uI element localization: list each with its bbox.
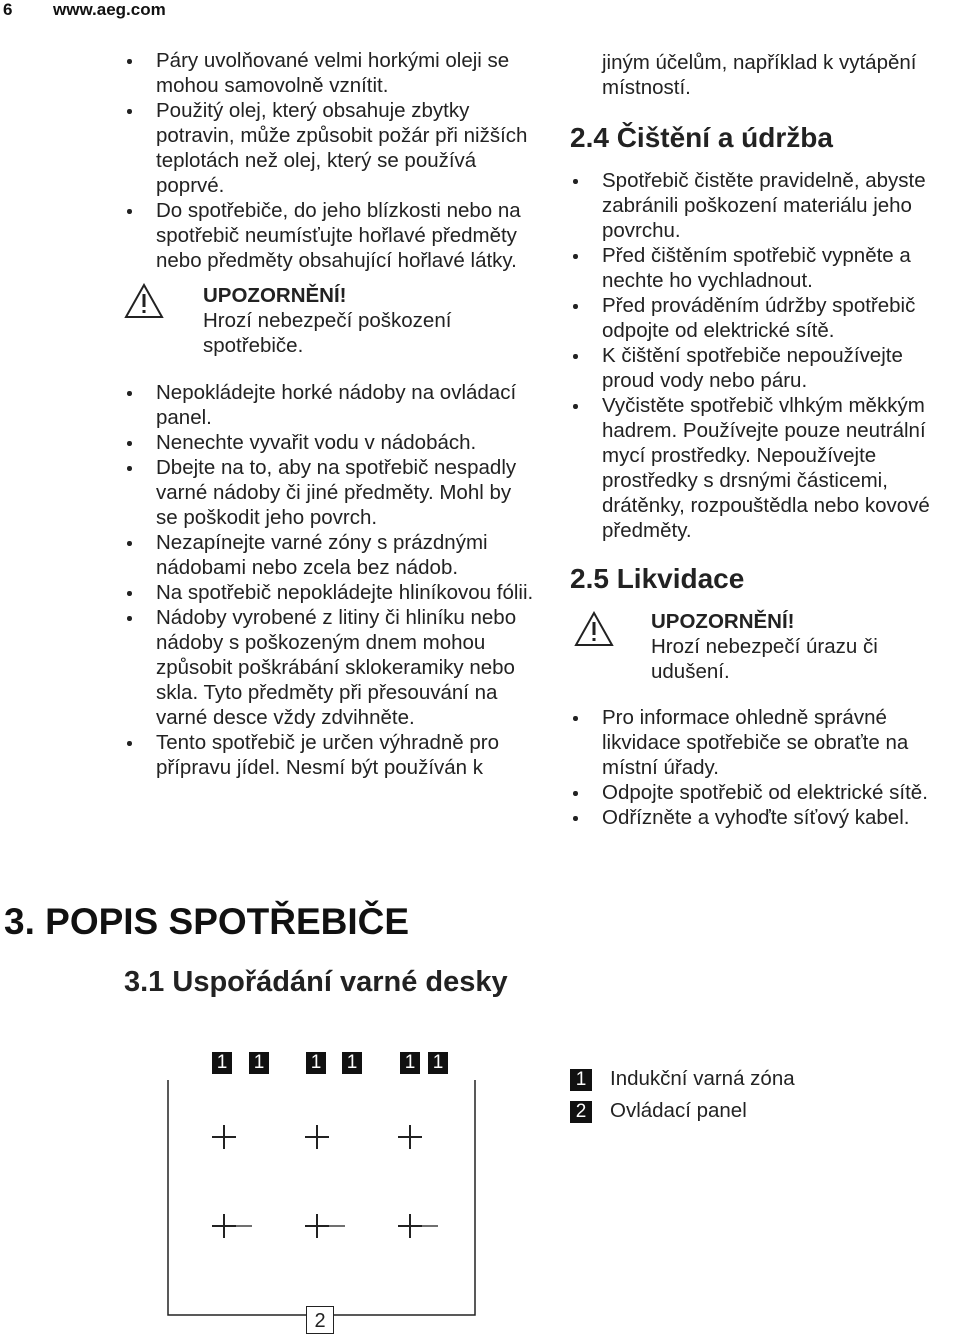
- zone-marker: 1: [342, 1052, 362, 1074]
- zone-plus-icon: [398, 1125, 422, 1149]
- panel-marker: 2: [306, 1306, 334, 1334]
- list-item: Nepokládejte horké nádoby na ovládací panel.: [124, 380, 534, 430]
- list-item: Na spotřebič nepokládejte hliníkovou fólii.: [124, 580, 534, 605]
- list-item: Nezapínejte varné zóny s prázdnými nádobami nebo zcela bez nádob.: [124, 530, 534, 580]
- continuation-text: jiným účelům, například k vytápění místností.: [602, 51, 917, 99]
- zone-marker: 1: [212, 1052, 232, 1074]
- list-item: Do spotřebiče, do jeho blízkosti nebo na spotřebič neumísťujte hořlavé předměty nebo předměty obsahující hořlavé látky.: [124, 198, 534, 273]
- list-item: Před čištěním spotřebič vypněte a nechte ho vychladnout.: [570, 243, 960, 293]
- bullet-list-cleaning: [570, 168, 960, 543]
- legend-marker: 2: [570, 1101, 592, 1123]
- list-item: Nádoby vyrobené z litiny či hliníku nebo nádoby s poškozeným dnem mohou způsobit poškrábání sklokeramiky nebo skla. Tyto předměty při přesouvání na varné desce vždy zdvihněte.: [124, 605, 534, 730]
- list-item: K čištění spotřebiče nepoužívejte proud vody nebo páru.: [570, 343, 960, 393]
- chapter-title: 3. POPIS SPOTŘEBIČE: [4, 901, 410, 942]
- hob-diagram: [160, 1050, 490, 1334]
- warning-triangle-icon: [124, 283, 164, 319]
- section-title-3-1: 3.1 Uspořádání varné desky: [124, 966, 508, 998]
- list-item: Tento spotřebič je určen výhradně pro přípravu jídel. Nesmí být používán k: [124, 730, 534, 780]
- legend-label: Indukční varná zóna: [610, 1067, 795, 1090]
- zone-plus-icon: [305, 1214, 329, 1238]
- list-item: Odřízněte a vyhoďte síťový kabel.: [570, 805, 960, 830]
- list-item: Pro informace ohledně správné likvidace spotřebiče se obraťte na místní úřady.: [570, 705, 960, 780]
- right-column: [570, 50, 960, 830]
- list-item: Nenechte vyvařit vodu v nádobách.: [124, 430, 534, 455]
- site-url[interactable]: www.aeg.com: [53, 0, 166, 19]
- zone-plus-icon: [212, 1214, 236, 1238]
- list-item: Před prováděním údržby spotřebič odpojte od elektrické sítě.: [570, 293, 960, 343]
- page-number: 6: [3, 0, 13, 19]
- bullet-list-a: [124, 48, 534, 273]
- zone-marker: 1: [428, 1052, 448, 1074]
- warning-text: Hrozí nebezpečí úrazu či udušení.: [651, 635, 878, 683]
- list-item: Páry uvolňované velmi horkými oleji se mohou samovolně vznítit.: [124, 48, 534, 98]
- bullet-list-disposal: [570, 705, 960, 830]
- left-column: [124, 48, 534, 780]
- zone-plus-icon: [212, 1125, 236, 1149]
- warning-triangle-icon: [574, 611, 614, 647]
- warning-box: [570, 609, 960, 684]
- list-item: Vyčistěte spotřebič vlhkým měkkým hadrem. Používejte pouze neutrální mycí prostředky. Nepoužívejte prostředky s drsnými částicemi, drátěnky, rozpouštědla nebo kovové předměty.: [570, 393, 960, 543]
- zone-plus-icon: [398, 1214, 422, 1238]
- list-item: Použitý olej, který obsahuje zbytky potravin, může způsobit požár při nižších teplotách než olej, který se používá poprvé.: [124, 98, 534, 198]
- zone-plus-icon: [305, 1125, 329, 1149]
- section-title-2-5: 2.5 Likvidace: [570, 563, 745, 594]
- zone-marker: 1: [306, 1052, 326, 1074]
- warning-text: Hrozí nebezpečí poškození spotřebiče.: [203, 309, 452, 357]
- list-item: Odpojte spotřebič od elektrické sítě.: [570, 780, 960, 805]
- list-item: Dbejte na to, aby na spotřebič nespadly varné nádoby či jiné předměty. Mohl by se poškodit jeho povrch.: [124, 455, 534, 530]
- warning-box: [124, 283, 503, 358]
- zone-marker: 1: [249, 1052, 269, 1074]
- list-item: Spotřebič čistěte pravidelně, abyste zabránili poškození materiálu jeho povrchu.: [570, 168, 960, 243]
- warning-title: UPOZORNĚNÍ!: [651, 610, 795, 633]
- zone-marker: 1: [400, 1052, 420, 1074]
- warning-title: UPOZORNĚNÍ!: [203, 284, 347, 307]
- legend-label: Ovládací panel: [610, 1099, 747, 1122]
- bullet-list-b: [124, 380, 534, 780]
- zone-plus-icons: [160, 1050, 490, 1334]
- legend-marker: 1: [570, 1069, 592, 1091]
- section-title-2-4: 2.4 Čištění a údržba: [570, 122, 833, 153]
